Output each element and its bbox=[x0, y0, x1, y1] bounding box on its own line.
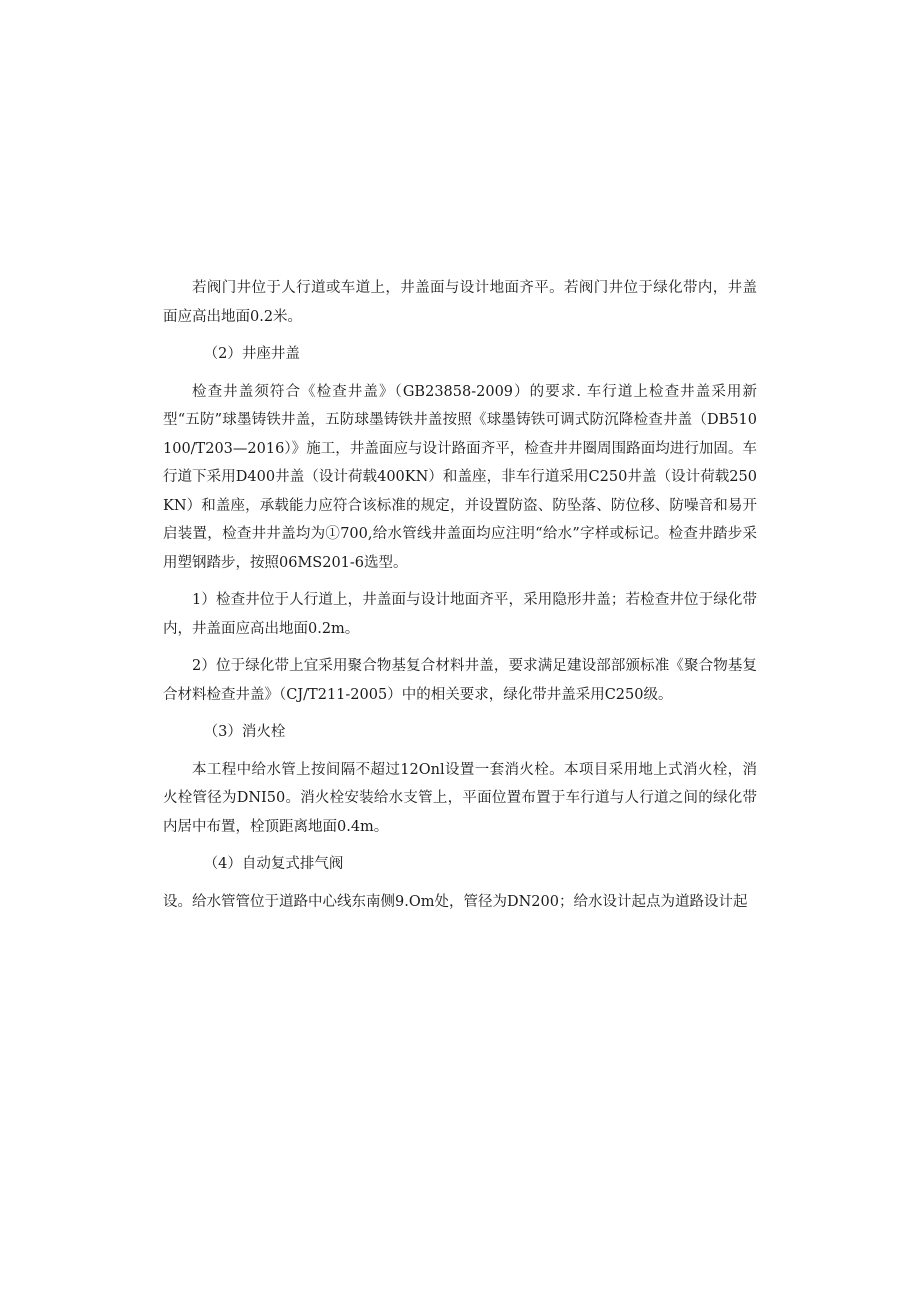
paragraph-fire-hydrant: 本工程中给水管上按间隔不超过12Onl设置一套消火栓。本项目采用地上式消火栓，消火栓管径为DNI50。消火栓安装给水支管上，平面位置布置于车行道与人行道之间的绿化带内居中布置，栓顶距离地面0.4m。 bbox=[163, 761, 757, 835]
section-heading-fire-hydrant: （3）消火栓 bbox=[203, 724, 286, 740]
document-body bbox=[163, 274, 757, 925]
section-heading-well-seat-cover: （2）井座井盖 bbox=[203, 346, 300, 362]
section-heading-air-valve: （4）自动复式排气阀 bbox=[203, 856, 344, 872]
paragraph-sidewalk-well: 1）检查井位于人行道上，井盖面与设计地面齐平，采用隐形井盖；若检查井位于绿化带内，井盖面应高出地面0.2m。 bbox=[163, 592, 757, 637]
paragraph-valve-well-cover: 若阀门井位于人行道或车道上，井盖面与设计地面齐平。若阀门井位于绿化带内，井盖面应高出地面0.2米。 bbox=[163, 280, 757, 325]
paragraph-water-pipe-location: 设。给水管管位于道路中心线东南侧9.Om处，管径为DN200；给水设计起点为道路设计起 bbox=[163, 893, 748, 910]
paragraph-inspection-well-cover-spec: 检查井盖须符合《检查井盖》（GB23858-2009）的要求. 车行道上检查井盖采用新型“五防”球墨铸铁井盖，五防球墨铸铁井盖按照《球墨铸铁可调式防沉降检查井盖（DB510100/T203—2016）》施工，井盖面应与设计路面齐平，检查井井圈周围路面均进行加固。车行道下采用D400井盖（设计荷载400KN）和盖座，非车行道采用C250井盖（设计荷载250KN）和盖座，承载能力应符合该标准的规定，并设置防盗、防坠落、防位移、防噪音和易开启装置，检查井井盖均为①700,给水管线井盖面均应注明“给水”字样或标记。检查井踏步采用塑钢踏步，按照06MS201-6选型。 bbox=[163, 383, 757, 571]
paragraph-green-belt-cover: 2）位于绿化带上宜采用聚合物基复合材料井盖，要求满足建设部部颁标准《聚合物基复合材料检查井盖》（CJ/T211-2005）中的相关要求，绿化带井盖采用C250级。 bbox=[163, 658, 757, 703]
